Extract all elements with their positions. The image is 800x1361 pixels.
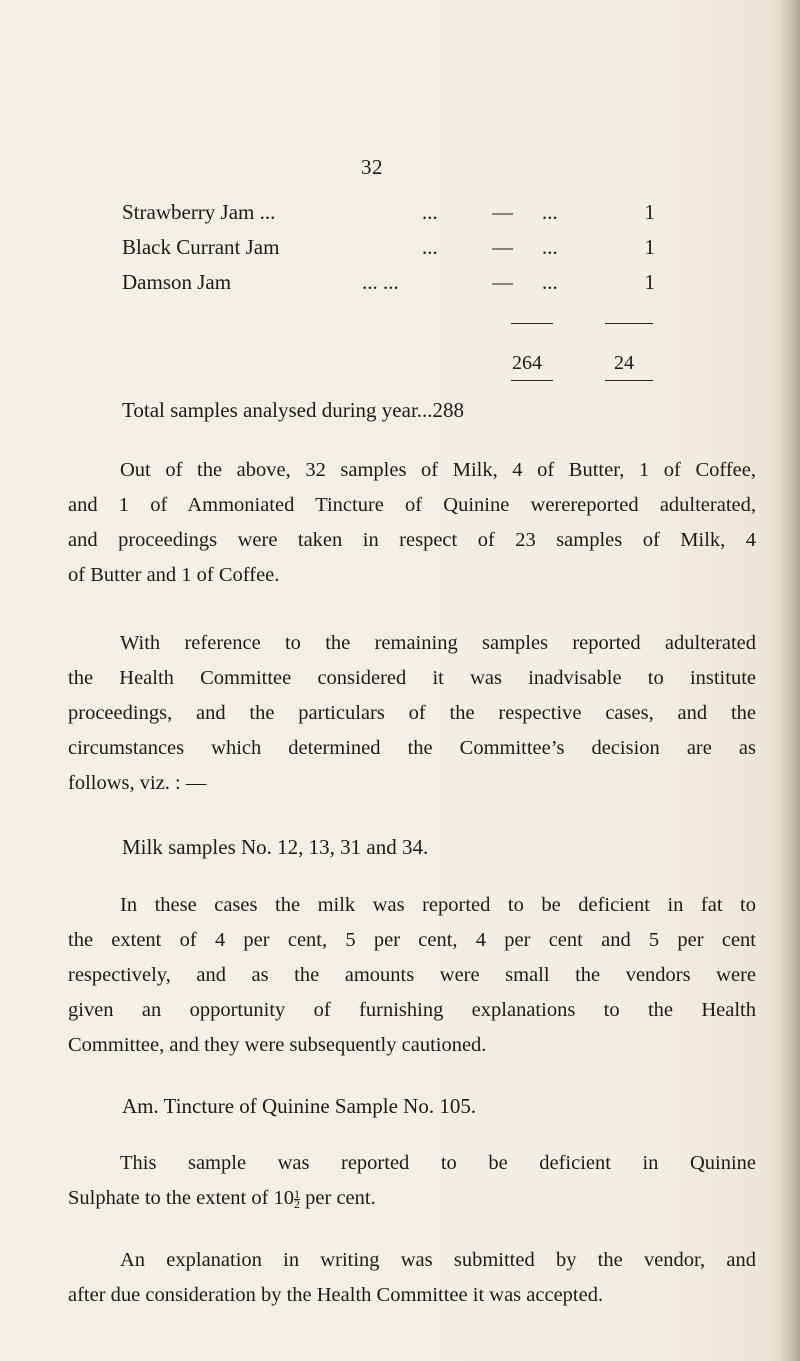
row-dash: —	[492, 200, 513, 224]
paragraph-adulterated-samples	[68, 453, 756, 593]
fraction-numerator: 1	[294, 1186, 301, 1201]
row-leader-dots: ...	[422, 200, 438, 224]
rule-top-left	[511, 323, 553, 324]
table-row	[122, 270, 682, 307]
paragraph-line: after due consideration by the Health Committee it was accepted.	[68, 1284, 604, 1306]
text-fragment: Sulphate to the extent of 10	[68, 1187, 295, 1209]
paragraph-line: With reference to the remaining samples reported adulterated	[120, 632, 756, 654]
paragraph-line: the Health Committee considered it was inadvisable to institute	[68, 667, 756, 689]
paragraph-line: the extent of 4 per cent, 5 per cent, 4 per cent and 5 per cent	[68, 929, 756, 951]
total-samples-summary: Total samples analysed during year...288	[122, 398, 465, 422]
paragraph-line: follows, viz. : —	[68, 772, 207, 794]
total-right: 24	[614, 352, 634, 374]
paragraph-quinine-deficiency	[68, 1146, 756, 1216]
heading-milk-samples: Milk samples No. 12, 13, 31 and 34.	[122, 835, 429, 859]
row-leader-dots: ...	[542, 270, 558, 294]
fraction-denominator: 2	[294, 1196, 301, 1211]
paragraph-line: This sample was reported to be deficient in Quinine	[120, 1152, 756, 1174]
row-leader-dots: ...	[542, 235, 558, 259]
paragraph-line: An explanation in writing was submitted by the vendor, and	[120, 1249, 756, 1271]
row-value: 1	[644, 270, 655, 294]
paragraph-line: respectively, and as the amounts were small the vendors were	[68, 964, 756, 986]
row-dash: —	[492, 270, 513, 294]
row-dash: —	[492, 235, 513, 259]
total-left: 264	[512, 352, 542, 374]
paragraph-line: In these cases the milk was reported to be deficient in fat to	[120, 894, 756, 916]
row-value: 1	[644, 235, 655, 259]
page-number: 32	[361, 155, 383, 179]
paragraph-explanation-accepted	[68, 1243, 756, 1313]
row-leader-dots: ...	[542, 200, 558, 224]
row-value: 1	[644, 200, 655, 224]
row-leader-dots: ...	[422, 235, 438, 259]
paragraph-line: circumstances which determined the Committee’s decision are as	[68, 737, 756, 759]
rule-top-right	[605, 323, 653, 324]
row-label: Black Currant Jam	[122, 235, 280, 259]
paragraph-line: of Butter and 1 of Coffee.	[68, 564, 280, 586]
heading-quinine-sample: Am. Tincture of Quinine Sample No. 105.	[122, 1094, 477, 1118]
rule-bottom-left	[511, 380, 553, 381]
table-row	[122, 200, 682, 237]
paragraph-line: Committee, and they were subsequently cautioned.	[68, 1034, 487, 1056]
row-label: Damson Jam	[122, 270, 232, 294]
paragraph-line	[68, 1181, 756, 1216]
paragraph-milk-cases	[68, 888, 756, 1063]
text-fragment: per cent.	[300, 1187, 376, 1209]
samples-table	[122, 200, 682, 307]
paragraph-committee-decision	[68, 626, 756, 801]
paragraph-line: given an opportunity of furnishing explanations to the Health	[68, 999, 756, 1021]
row-leader-dots: ... ...	[362, 270, 399, 294]
rule-bottom-right	[605, 380, 653, 381]
paragraph-line: and proceedings were taken in respect of 23 samples of Milk, 4	[68, 529, 756, 551]
page-edge-shadow	[778, 0, 800, 1361]
paragraph-line: proceedings, and the particulars of the respective cases, and the	[68, 702, 756, 724]
paragraph-line: Out of the above, 32 samples of Milk, 4 of Butter, 1 of Coffee,	[120, 459, 756, 481]
table-row	[122, 235, 682, 272]
row-label: Strawberry Jam ...	[122, 200, 276, 224]
paragraph-line: and 1 of Ammoniated Tincture of Quinine werereported adulterated,	[68, 494, 756, 516]
